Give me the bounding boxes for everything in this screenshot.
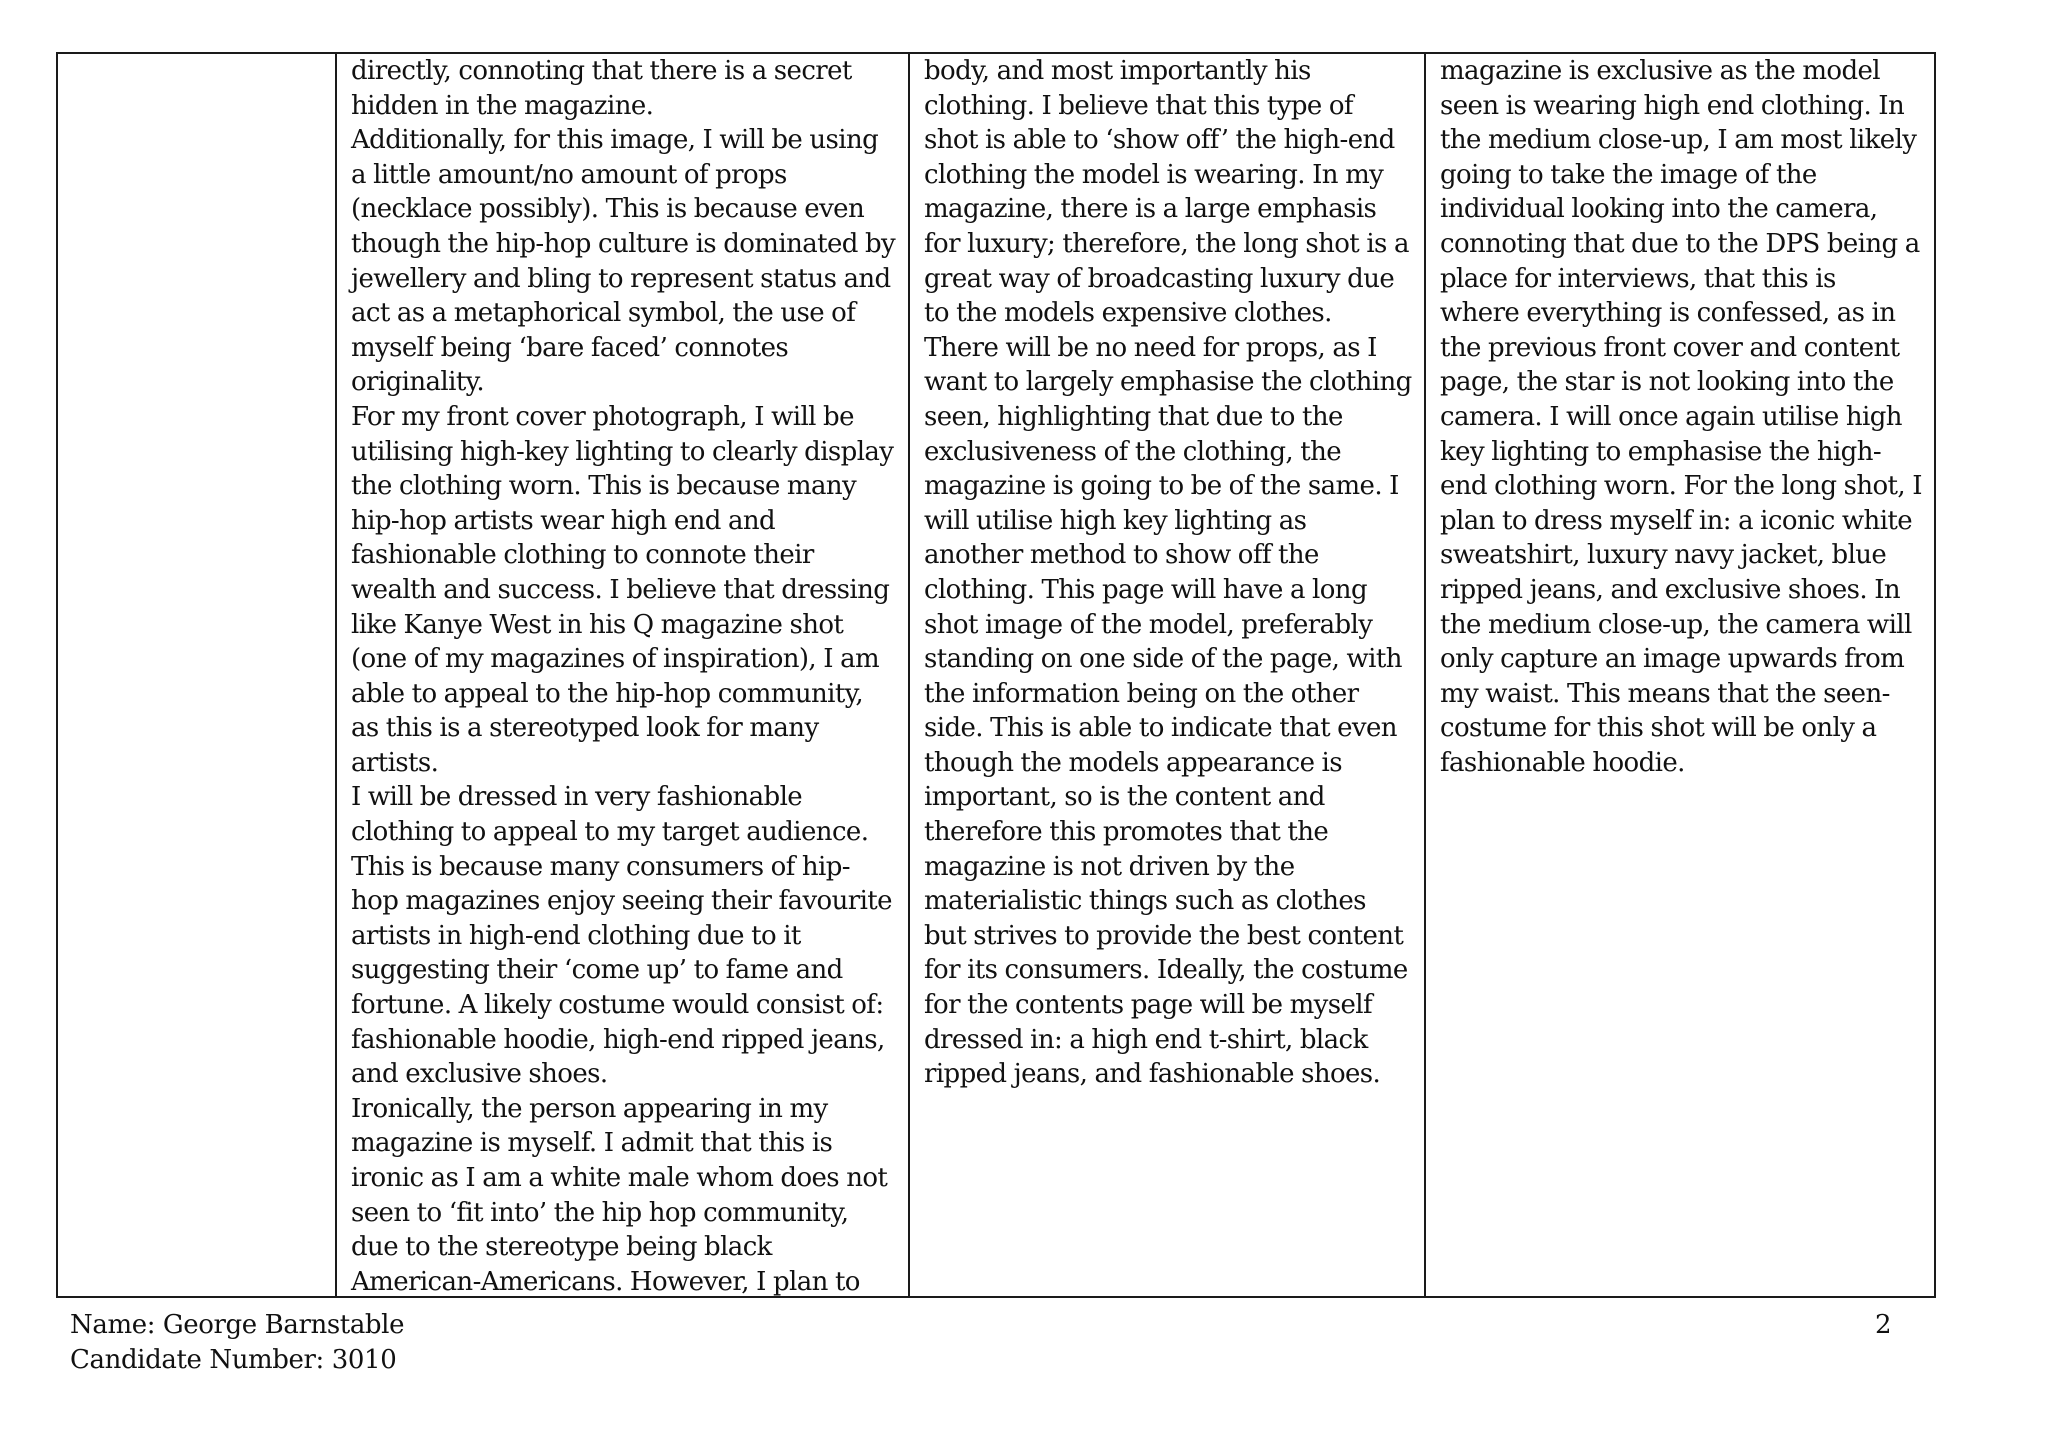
- contents-page-text: [910, 54, 1424, 1092]
- table-cell-front-cover: [335, 54, 908, 1296]
- paragraph: directly, connoting that there is a secret hidden in the magazine.: [351, 56, 852, 121]
- paragraph: For my front cover photograph, I will be utilising high-key lighting to clearly display the clothing worn. This is because many hip-hop artists wear high end and fashionable clothing to connote their wealth and success. I believe that dressing like Kanye West in his Q magazine shot (one of my magazines of inspiration), I am able to appeal to the hip-hop community, as this is a stereotyped look for many artists.: [351, 401, 894, 778]
- paragraph: body, and most importantly his clothing. I believe that this type of shot is able to ‘show off’ the high-end clothing the model is wearing. In my magazine, there is a large emphasis for luxury; therefore, the long shot is a great way of broadcasting luxury due to the models expensive clothes. There will be no need for props, as I want to largely emphasise the clothing seen, highlighting that due to the exclusiveness of the clothing, the magazine is going to be of the same. I will utilise high key lighting as another method to show off the clothing. This page will have a long shot image of the model, preferably standing on one side of the page, with the information being on the other side. This is able to indicate that even though the models appearance is important, so is the content and therefore this promotes that the magazine is not driven by the materialistic things such as clothes but strives to provide the best content for its consumers. Ideally, the costume for the contents page will be myself dressed in: a high end t-shirt, black ripped jeans, and fashionable shoes.: [924, 56, 1412, 1090]
- paragraph: magazine is exclusive as the model seen is wearing high end clothing. In the medium close-up, I am most likely going to take the image of the individual looking into the camera, connoting that due to the DPS being a place for interviews, that this is where everything is confessed, as in the previous front cover and content page, the star is not looking into the camera. I will once again utilise high key lighting to emphasise the high-end clothing worn. For the long shot, I plan to dress myself in: a iconic white sweatshirt, luxury navy jacket, blue ripped jeans, and exclusive shoes. In the medium close-up, the camera will only capture an image upwards from my waist. This means that the seen-costume for this shot will be only a fashionable hoodie.: [1440, 56, 1922, 778]
- footer-details: [70, 1308, 404, 1378]
- table-cell-contents-page: [908, 54, 1424, 1296]
- paragraph: Additionally, for this image, I will be using a little amount/no amount of props (necklace possibly). This is because even though the hip-hop culture is dominated by jewellery and bling to represent status and act as a metaphorical symbol, the use of myself being ‘bare faced’ connotes originality.: [351, 125, 896, 398]
- content-table: [56, 52, 1936, 1298]
- table-cell-double-page-spread: [1424, 54, 1934, 1296]
- front-cover-text: [337, 54, 908, 1296]
- paragraph: Ironically, the person appearing in my magazine is myself. I admit that this is ironic as I am a white male whom does not seen to ‘fit into’ the hip hop community, due to the stereotype being black American-Americans. However, I plan to: [351, 1093, 888, 1296]
- footer-candidate-number: Candidate Number: 3010: [70, 1345, 397, 1375]
- table-cell-label-column: [58, 54, 335, 1296]
- page-number: 2: [1875, 1310, 1892, 1340]
- paragraph: I will be dressed in very fashionable clothing to appeal to my target audience. This is because many consumers of hip-hop magazines enjoy seeing their favourite artists in high-end clothing due to it suggesting their ‘come up’ to fame and fortune. A likely costume would consist of: fashionable hoodie, high-end ripped jeans, and exclusive shoes.: [351, 782, 892, 1090]
- dps-text: [1426, 54, 1934, 780]
- footer-name: Name: George Barnstable: [70, 1310, 405, 1340]
